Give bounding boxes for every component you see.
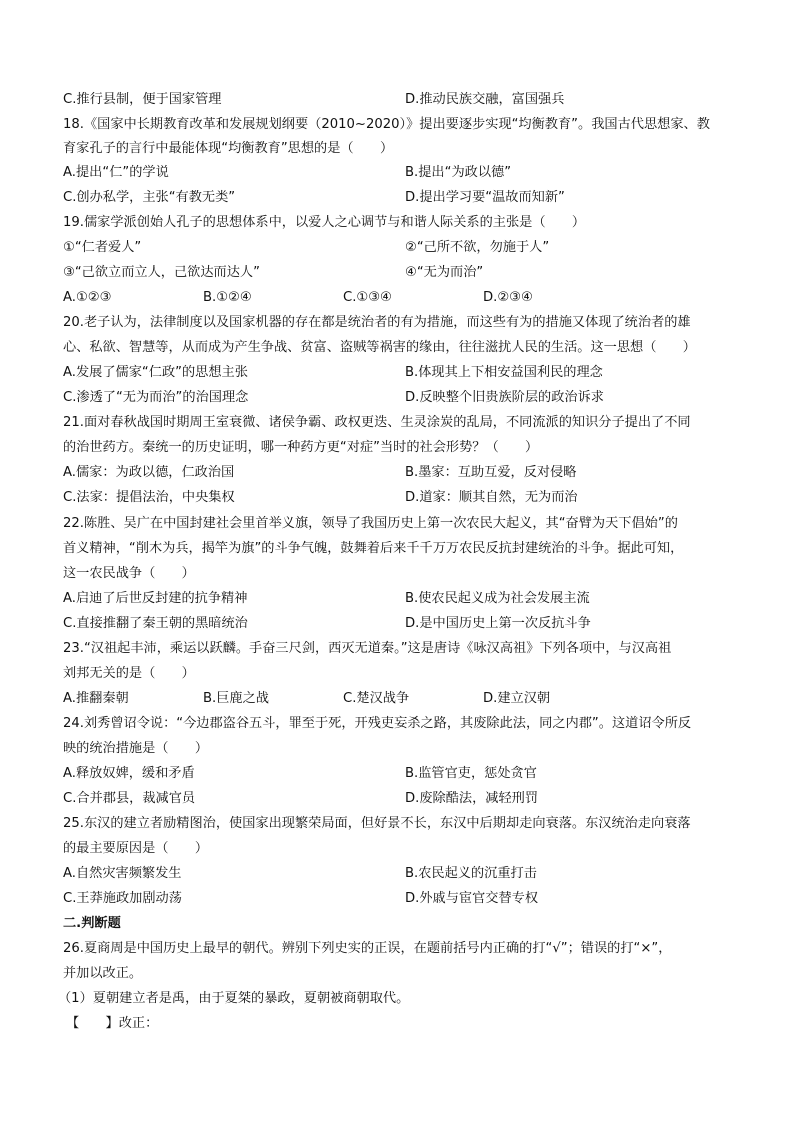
q20-option-d: D.反映整个旧贵族阶层的政治诉求	[405, 390, 604, 405]
q23-stem-line2: 刘邦无关的是（ ）	[63, 666, 195, 681]
q22-stem-line3: 这一农民战争（ ）	[63, 566, 195, 581]
q17-option-c: C.推行县制，便于国家管理	[63, 92, 222, 107]
section-heading-true-false: 二.判断题	[63, 916, 121, 931]
q22-option-d: D.是中国历史上第一次反抗斗争	[405, 616, 591, 631]
q21-stem-line2: 的治世药方。秦统一的历史证明，哪一种药方更“对症”当时的社会形势？（ ）	[63, 440, 539, 455]
q25-option-d: D.外戚与宦官交替专权	[405, 891, 539, 906]
q20-options-ab	[63, 364, 603, 382]
q21-stem-line1: 21.面对春秋战国时期周王室衰微、诸侯争霸、政权更迭、生灵涂炭的乱局，不同流派的知识分子提出了不同	[63, 415, 691, 430]
q19-statements-12	[63, 239, 550, 257]
q19-stem: 19.儒家学派创始人孔子的思想体系中，以爱人之心调节与和谐人际关系的主张是（ ）	[63, 215, 586, 230]
q23-option-b: B.巨鹿之战	[203, 691, 269, 706]
q25-stem-line2: 的最主要原因是（ ）	[63, 841, 209, 856]
q18-stem-line2: 育家孔子的言行中最能体现“均衡教育”思想的是（ ）	[63, 141, 394, 156]
q24-options-cd	[63, 790, 539, 808]
q20-option-c: C.渗透了“无为而治”的治国理念	[63, 390, 249, 405]
q19-statement-1: ①“仁者爱人”	[63, 240, 142, 255]
q19-option-c: C.①③④	[343, 290, 392, 305]
q24-stem-line2: 映的统治措施是（ ）	[63, 741, 209, 756]
q21-options-ab	[63, 464, 577, 482]
q18-option-a: A.提出“仁”的学说	[63, 165, 169, 180]
q24-options-ab	[63, 765, 537, 783]
q26-stem-line2: 并加以改正。	[63, 966, 143, 981]
q22-option-b: B.使农民起义成为社会发展主流	[405, 591, 590, 606]
q26-answer-correction[interactable]: 【 】改正：	[66, 1016, 159, 1031]
q20-option-b: B.体现其上下相安益国利民的理念	[405, 365, 603, 380]
q22-option-a: A.启迪了后世反封建的抗争精神	[63, 591, 248, 606]
q19-option-a: A.①②③	[63, 290, 112, 305]
q18-option-b: B.提出“为政以德”	[405, 165, 512, 180]
q24-option-d: D.废除酷法，减轻刑罚	[405, 791, 539, 806]
q26-item-1: （1）夏朝建立者是禹，由于夏桀的暴政，夏朝被商朝取代。	[58, 991, 410, 1006]
q26-stem-line1: 26.夏商周是中国历史上最早的朝代。辨别下列史实的正误，在题前括号内正确的打“√”；错误的打“×”，	[63, 941, 672, 956]
q22-options-ab	[63, 590, 590, 608]
q24-option-b: B.监管官吏，惩处贪官	[405, 766, 537, 781]
q24-option-a: A.释放奴婢，缓和矛盾	[63, 766, 195, 781]
q20-options-cd	[63, 389, 604, 407]
q23-stem-line1: 23.“汉祖起丰沛，乘运以跃麟。手奋三尺剑，西灭无道秦。”这是唐诗《咏汉高祖》下列各项中，与汉高祖	[63, 641, 672, 656]
q23-options	[63, 690, 551, 708]
q25-stem-line1: 25.东汉的建立者励精图治，使国家出现繁荣局面，但好景不长，东汉中后期却走向衰落。东汉统治走向衰落	[63, 816, 691, 831]
q25-options-ab	[63, 865, 537, 883]
q18-stem-line1: 18.《国家中长期教育改革和发展规划纲要（2010~2020）》提出要逐步实现“均衡教育”。我国古代思想家、教	[63, 117, 710, 132]
q21-option-d: D.道家：顺其自然，无为而治	[405, 490, 578, 505]
q19-option-b: B.①②④	[203, 290, 252, 305]
q25-option-c: C.王莽施政加剧动荡	[63, 891, 182, 906]
q23-option-d: D.建立汉朝	[483, 691, 551, 706]
q21-option-a: A.儒家：为政以德，仁政治国	[63, 465, 235, 480]
q20-stem-line2: 心、私欲、智慧等，从而成为产生争战、贫富、盗贼等祸害的缘由，往往滋扰人民的生活。这一思想（ ）	[63, 340, 696, 355]
q19-statement-3: ③“己欲立而立人，己欲达而达人”	[63, 265, 260, 280]
q24-option-c: C.合并郡县，裁减官员	[63, 791, 196, 806]
q17-option-d: D.推动民族交融，富国强兵	[405, 92, 565, 107]
q21-option-c: C.法家：提倡法治，中央集权	[63, 490, 235, 505]
q21-option-b: B.墨家：互助互爱，反对侵略	[405, 465, 577, 480]
q18-option-d: D.提出学习要“温故而知新”	[405, 190, 565, 205]
q18-options-cd	[63, 189, 565, 207]
q24-stem-line1: 24.刘秀曾诏令说：“今边郡盗谷五斗，罪至于死，开残吏妄杀之路，其废除此法，同之内郡”。这道诏令所反	[63, 716, 692, 731]
q22-options-cd	[63, 615, 591, 633]
q18-option-c: C.创办私学，主张“有教无类”	[63, 190, 236, 205]
q19-options	[63, 289, 533, 307]
q22-stem-line1: 22.陈胜、吴广在中国封建社会里首举义旗，领导了我国历史上第一次农民大起义，其“奋臂为天下倡始”的	[63, 516, 678, 531]
q17-options-cd	[63, 91, 565, 109]
q20-option-a: A.发展了儒家“仁政”的思想主张	[63, 365, 248, 380]
q25-options-cd	[63, 890, 539, 908]
q21-options-cd	[63, 489, 578, 507]
q23-option-a: A.推翻秦朝	[63, 691, 129, 706]
q18-options-ab	[63, 164, 512, 182]
q25-option-a: A.自然灾害频繁发生	[63, 866, 182, 881]
q22-stem-line2: 首义精神，“削木为兵，揭竿为旗”的斗争气魄，鼓舞着后来千千万万农民反抗封建统治的斗争。据此可知，	[63, 541, 684, 556]
q25-option-b: B.农民起义的沉重打击	[405, 866, 537, 881]
q19-statement-2: ②“己所不欲，勿施于人”	[405, 240, 550, 255]
q22-option-c: C.直接推翻了秦王朝的黑暗统治	[63, 616, 248, 631]
q23-option-c: C.楚汉战争	[343, 691, 410, 706]
q19-statement-4: ④“无为而治”	[405, 265, 484, 280]
q20-stem-line1: 20.老子认为，法律制度以及国家机器的存在都是统治者的有为措施，而这些有为的措施又体现了统治者的雄	[63, 315, 691, 330]
q19-statements-34	[63, 264, 484, 282]
q19-option-d: D.②③④	[483, 290, 533, 305]
